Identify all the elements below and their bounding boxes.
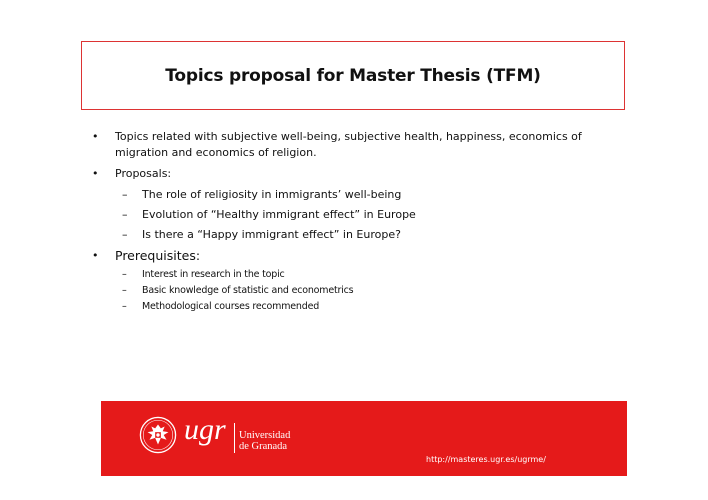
logo-divider xyxy=(234,423,235,453)
university-line-2: de Granada xyxy=(239,441,288,452)
dash-icon: – xyxy=(122,269,127,280)
proposal-2-text: Evolution of “Healthy immigrant effect” in Europe xyxy=(142,208,416,221)
university-line-1: Universidad xyxy=(239,430,291,441)
proposals-heading: Proposals: xyxy=(115,167,172,180)
bullet-icon: • xyxy=(92,167,99,180)
dash-icon: – xyxy=(122,188,128,201)
list-item-prerequisites xyxy=(92,247,612,265)
slide-title: Topics proposal for Master Thesis (TFM) xyxy=(165,65,541,86)
bullet-icon: • xyxy=(92,249,99,262)
topics-text: Topics related with subjective well-being, subjective health, happiness, economics of migration and economics of religion. xyxy=(115,130,582,159)
prerequisites-heading: Prerequisites: xyxy=(115,248,201,263)
sub-item-prerequisite-1 xyxy=(92,268,612,282)
dash-icon: – xyxy=(122,208,128,221)
sub-item-proposal-1 xyxy=(92,187,612,203)
sub-item-prerequisite-3 xyxy=(92,300,612,314)
dash-icon: – xyxy=(122,285,127,296)
university-seal-icon xyxy=(139,416,177,454)
bullet-list xyxy=(92,129,612,316)
footer-url-link[interactable]: http://masteres.ugr.es/ugrme/ xyxy=(426,455,546,464)
prerequisite-3-text: Methodological courses recommended xyxy=(142,301,320,312)
prerequisite-1-text: Interest in research in the topic xyxy=(142,269,285,280)
list-item-proposals xyxy=(92,166,612,182)
title-box xyxy=(81,41,625,110)
dash-icon: – xyxy=(122,301,127,312)
ugr-logo: ugr xyxy=(184,413,226,446)
sub-item-proposal-3 xyxy=(92,227,612,243)
university-name xyxy=(239,430,290,452)
proposal-3-text: Is there a “Happy immigrant effect” in Europe? xyxy=(142,228,401,241)
footer-banner xyxy=(101,401,627,476)
bullet-icon: • xyxy=(92,130,99,143)
prerequisite-2-text: Basic knowledge of statistic and econometrics xyxy=(142,285,354,296)
list-item-topics xyxy=(92,129,612,161)
dash-icon: – xyxy=(122,228,128,241)
sub-item-prerequisite-2 xyxy=(92,284,612,298)
sub-item-proposal-2 xyxy=(92,207,612,223)
proposal-1-text: The role of religiosity in immigrants’ well-being xyxy=(142,188,402,201)
